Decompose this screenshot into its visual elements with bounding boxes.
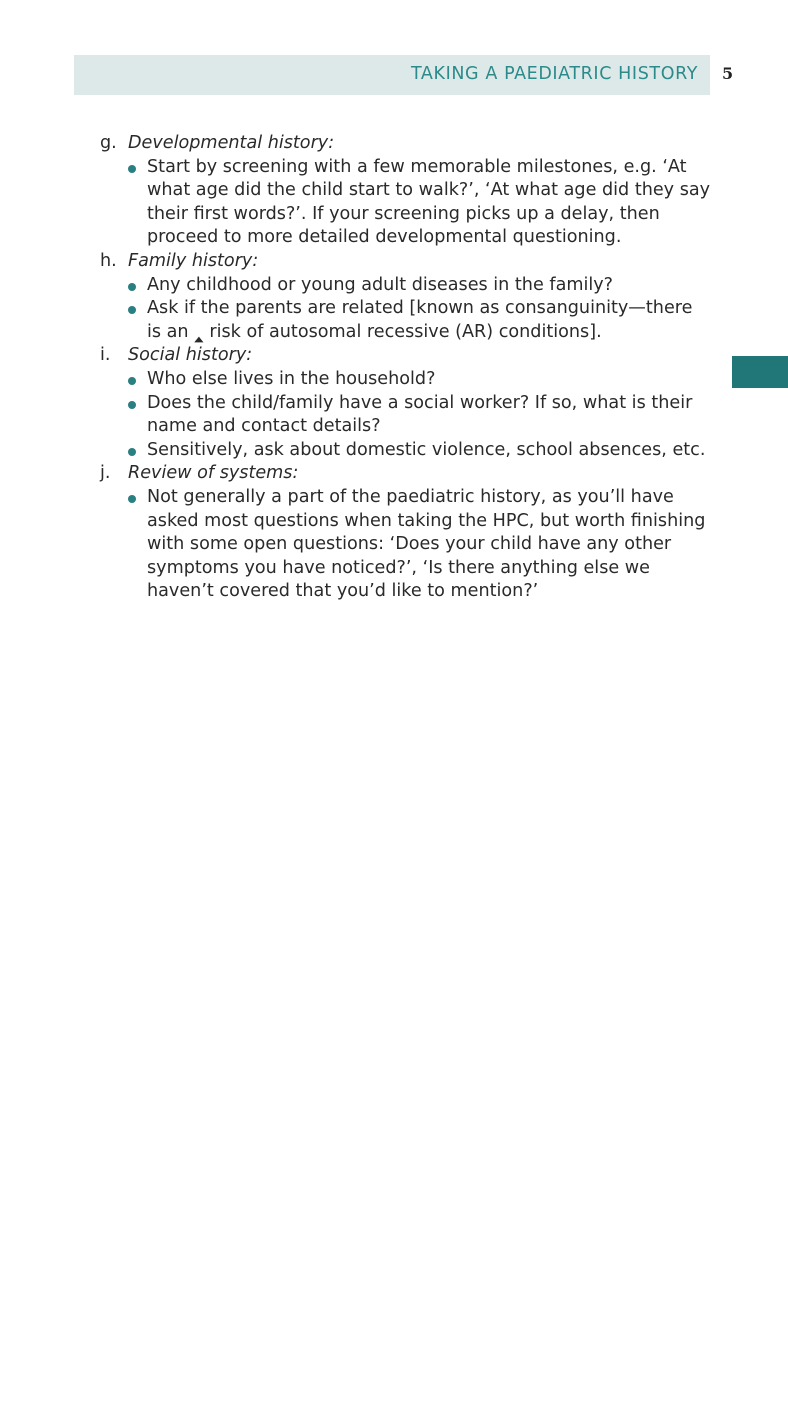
bullet-icon xyxy=(128,377,136,385)
list-item-text-after: risk of autosomal recessive (AR) conditions]. xyxy=(203,321,602,342)
list-item-text: Sensitively, ask about domestic violence, school absences, etc. xyxy=(147,439,706,460)
list-item-text: Not generally a part of the paediatric history, as you’ll have asked most questions when taking the HPC, but worth finishing with some open questions: ‘Does your child have any other symptoms you have noticed?’, ‘Is there anything else we haven’t covered that you’d like to mention?’ xyxy=(147,486,706,602)
bullet-icon xyxy=(128,495,136,503)
list-item xyxy=(100,439,712,463)
list-item-text: Who else lives in the household? xyxy=(147,368,436,389)
bullet-list xyxy=(100,156,712,250)
section-title: Social history: xyxy=(128,345,253,366)
list-item-text-before: Ask if the parents are related [known as consanguinity—there is an xyxy=(147,298,693,342)
bullet-icon xyxy=(128,165,136,173)
section-letter: i. xyxy=(100,345,111,366)
section-developmental-history xyxy=(100,132,712,250)
section-title: Family history: xyxy=(128,250,259,271)
list-item xyxy=(100,368,712,392)
section-letter: j. xyxy=(100,463,111,484)
section-letter: h. xyxy=(100,250,117,271)
running-header xyxy=(74,55,710,95)
list-item-text: Does the child/family have a social worker? If so, what is their name and contact details? xyxy=(147,392,693,437)
section-heading xyxy=(100,462,712,486)
list-item xyxy=(100,156,712,250)
section-letter: g. xyxy=(100,133,117,153)
section-title: Review of systems: xyxy=(128,463,299,484)
list-item-text: Start by screening with a few memorable milestones, e.g. ‘At what age did the child start to walk?’, ‘At what age did they say their first words?’. If your screening picks up a delay, then proceed to more detailed developmental questioning. xyxy=(147,156,711,248)
page-body xyxy=(100,132,712,604)
section-heading xyxy=(100,250,712,274)
bullet-list xyxy=(100,274,712,345)
bullet-list xyxy=(100,368,712,462)
running-title: TAKING A PAEDIATRIC HISTORY xyxy=(410,64,698,84)
bullet-icon xyxy=(128,448,136,456)
list-item xyxy=(100,297,712,344)
bullet-icon xyxy=(128,306,136,314)
section-review-of-systems xyxy=(100,462,712,604)
section-heading xyxy=(100,132,712,156)
list-item xyxy=(100,486,712,604)
list-item-text xyxy=(147,297,712,344)
section-heading xyxy=(100,344,712,368)
bullet-list xyxy=(100,486,712,604)
section-social-history xyxy=(100,344,712,462)
chapter-thumb-tab xyxy=(732,356,788,388)
page-number: 5 xyxy=(722,64,734,83)
list-item-text: Any childhood or young adult diseases in the family? xyxy=(147,274,614,295)
section-family-history xyxy=(100,250,712,344)
list-item xyxy=(100,392,712,439)
section-title: Developmental history: xyxy=(128,133,335,153)
list-item xyxy=(100,274,712,298)
arrow-up-icon: 🢑 xyxy=(194,321,204,342)
bullet-icon xyxy=(128,401,136,409)
bullet-icon xyxy=(128,283,136,291)
